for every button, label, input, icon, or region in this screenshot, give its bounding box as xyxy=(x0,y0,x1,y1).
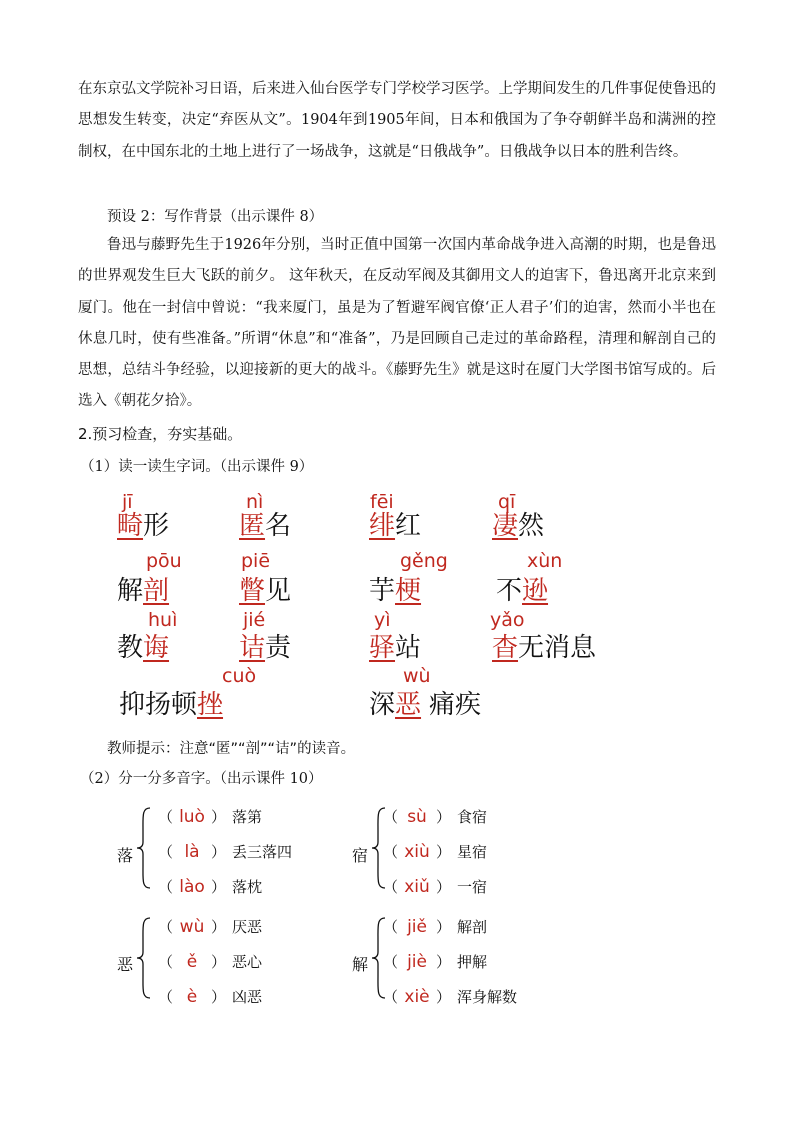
vocab-word: 抑扬顿挫 xyxy=(119,690,224,720)
polyphone-char: 解 xyxy=(352,955,369,974)
vocab-pinyin: jié xyxy=(243,609,266,631)
vocab-word: 畸形 xyxy=(117,511,170,541)
polyphone-row: （ è ） 凶恶 xyxy=(158,987,263,1007)
vocab-heading: （1）读一读生字词。（出示课件 9） xyxy=(80,459,314,475)
vocab-word: 诘责 xyxy=(239,633,292,663)
vocab-word: 瞥见 xyxy=(239,576,292,606)
vocab-word: 杳无消息 xyxy=(492,633,597,663)
vocab-pinyin: piē xyxy=(241,550,271,572)
vocab-pinyin: huì xyxy=(148,609,178,631)
polyphone-row: （ luò ） 落第 xyxy=(158,807,263,827)
polyphone-row: （ jiě ） 解剖 xyxy=(383,917,488,937)
section-heading: 2.预习检查，夯实基础。 xyxy=(78,425,243,443)
polyphone-row: （ xiǔ ） 一宿 xyxy=(383,877,488,897)
polyphone-heading: （2）分一分多音字。（出示课件 10） xyxy=(80,771,323,787)
background-paragraph: 鲁迅与藤野先生于1926年分别，当时正值中国第一次国内革命战争进入高潮的时期，也是鲁迅的世界观发生巨大飞跃的前夕。 这年秋天，在反动军阀及其御用文人的迫害下，鲁迅离开北京来到厦门。他在一封信中曾说：“我来厦门，虽是为了暂避军阀官僚‘正人君子’们的迫害，然而小半也在休息几时，使有些准备。”所谓“休息”和“准备”，乃是回顾自己走过的革命路程，清理和解剖自己的思想，总结斗争经验，以迎接新的更大的战斗。《藤野先生》就是这时在厦门大学图书馆写成的。后选入《朝花夕拾》。 xyxy=(78,237,716,410)
polyphone-row: （ xiè ） 浑身解数 xyxy=(383,987,518,1007)
intro-paragraph: 在东京弘文学院补习日语，后来进入仙台医学专门学校学习医学。上学期间发生的几件事促使鲁迅的思想发生转变，决定“弃医从文”。1904年到1905年间，日本和俄国为了争夺朝鲜半岛和满洲的控制权，在中国东北的土地上进行了一场战争，这就是“日俄战争”。日俄战争以日本的胜利告终。 xyxy=(78,81,716,160)
polyphone-row: （ ě ） 恶心 xyxy=(158,952,263,972)
vocab-pinyin: jī xyxy=(122,491,133,513)
vocab-word: 驿站 xyxy=(369,633,422,663)
teacher-tip: 教师提示：注意“匿”“剖”“诘”的读音。 xyxy=(107,741,356,757)
vocab-pinyin: pōu xyxy=(146,550,182,572)
vocab-word: 教诲 xyxy=(117,633,170,663)
vocab-pinyin: yì xyxy=(374,609,391,631)
vocab-word: 解剖 xyxy=(117,576,170,606)
vocab-pinyin: xùn xyxy=(527,550,563,572)
vocab-pinyin: cuò xyxy=(222,665,257,687)
polyphone-char: 落 xyxy=(117,846,134,865)
vocab-pinyin: nì xyxy=(246,491,264,513)
vocab-word: 匿名 xyxy=(239,511,292,541)
vocab-pinyin: qī xyxy=(498,491,516,513)
polyphone-char: 宿 xyxy=(352,846,369,865)
polyphone-row: （ là ） 丢三落四 xyxy=(158,842,293,862)
brace-icon xyxy=(136,806,152,890)
vocab-pinyin: gěng xyxy=(400,550,448,572)
polyphone-row: （ wù ） 厌恶 xyxy=(158,917,263,937)
vocab-pinyin: fēi xyxy=(370,491,394,513)
vocab-word: 绯红 xyxy=(369,511,422,541)
polyphone-row: （ jiè ） 押解 xyxy=(383,952,488,972)
vocab-pinyin: wù xyxy=(403,665,431,687)
polyphone-row: （ xiù ） 星宿 xyxy=(383,842,488,862)
vocab-word: 不逊 xyxy=(496,576,549,606)
vocab-pinyin: yǎo xyxy=(490,609,525,631)
preset-heading: 预设 2：写作背景（出示课件 8） xyxy=(107,209,324,225)
polyphone-char: 恶 xyxy=(117,955,134,974)
polyphone-row: （ lào ） 落枕 xyxy=(158,877,263,897)
vocab-word: 芋梗 xyxy=(369,576,422,606)
brace-icon xyxy=(136,916,152,1000)
vocab-word: 深恶 痛疾 xyxy=(369,690,482,720)
vocab-word: 凄然 xyxy=(492,511,545,541)
polyphone-row: （ sù ） 食宿 xyxy=(383,807,488,827)
